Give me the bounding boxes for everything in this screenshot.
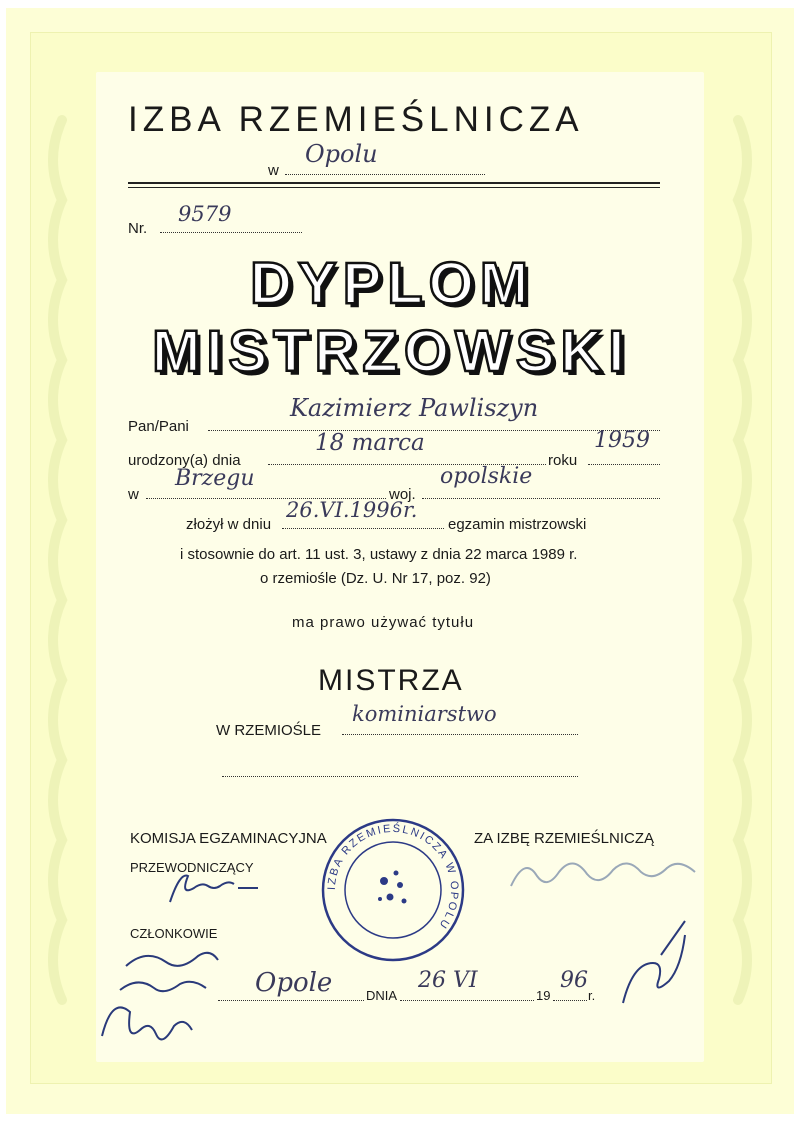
footer-place-dots	[218, 1000, 364, 1001]
institution-title: IZBA RZEMIEŚLNICZA	[128, 100, 584, 139]
footer-date-label: DNIA	[366, 988, 398, 1003]
commission-label: KOMISJA EGZAMINACYJNA	[130, 830, 327, 847]
year-label: roku	[548, 452, 578, 469]
diploma-title-line2: MISTRZOWSKI	[152, 319, 631, 384]
svg-text:IZBA RZEMIEŚLNICZA W OPOLU: IZBA RZEMIEŚLNICZA W OPOLU	[325, 822, 461, 932]
official-round-stamp	[318, 815, 468, 965]
footer-year-prefix: 19	[536, 988, 551, 1003]
double-rule	[128, 182, 660, 188]
footer-year-dots	[553, 1000, 587, 1001]
number-dots	[160, 232, 302, 233]
craft-dots	[342, 734, 578, 735]
number-value: 9579	[178, 202, 232, 226]
place-label: w	[128, 486, 139, 503]
born-value: 18 marca	[315, 430, 425, 456]
chair-label: PRZEWODNICZĄCY	[130, 860, 254, 875]
legal-line-2: o rzemiośle (Dz. U. Nr 17, poz. 92)	[260, 570, 491, 587]
exam-prefix: złożył w dniu	[186, 516, 272, 533]
voivodeship-dots	[422, 498, 660, 499]
master-title: MISTRZA	[318, 664, 464, 697]
footer-date-dots	[400, 1000, 534, 1001]
exam-date-dots	[282, 528, 444, 529]
members-signatures	[96, 946, 236, 1076]
craft-label: W RZEMIOŚLE	[216, 722, 322, 739]
footer-date-value: 26 VI	[418, 968, 478, 993]
legal-line-1: i stosownie do art. 11 ust. 3, ustawy z dnia 22 marca 1989 r.	[180, 546, 578, 563]
name-value: Kazimierz Pawliszyn	[290, 394, 539, 422]
exam-date: 26.VI.1996r.	[286, 498, 418, 522]
voivodeship-value: opolskie	[440, 464, 533, 489]
right-to-title-text: ma prawo używać tytułu	[292, 614, 475, 631]
place-value: Brzegu	[175, 466, 255, 491]
year-dots	[588, 464, 660, 465]
born-label: urodzony(a) dnia	[128, 452, 241, 469]
chair-signature	[160, 868, 270, 908]
year-value: 1959	[594, 428, 650, 453]
craft-value: kominiarstwo	[352, 702, 497, 726]
w-label: w	[268, 162, 279, 179]
name-label: Pan/Pani	[128, 418, 189, 435]
city-dots	[285, 174, 485, 175]
members-label: CZŁONKOWIE	[130, 926, 218, 941]
number-label: Nr.	[128, 220, 148, 237]
diploma-title-line1: DYPLOM	[250, 251, 535, 316]
chamber-label: ZA IZBĘ RZEMIEŚLNICZĄ	[474, 830, 655, 847]
craft-dots-second-line	[222, 776, 578, 777]
footer-place-value: Opole	[255, 968, 333, 998]
exam-suffix: egzamin mistrzowski	[448, 516, 587, 533]
name-dots	[208, 430, 660, 431]
footer-year-suffix: r.	[588, 988, 596, 1003]
footer-year-value: 96	[560, 968, 588, 993]
voivodeship-label: woj.	[389, 486, 416, 503]
city-handwritten: Opolu	[305, 140, 378, 168]
chamber-signature-faint	[505, 856, 705, 896]
chamber-signature	[615, 915, 705, 1010]
